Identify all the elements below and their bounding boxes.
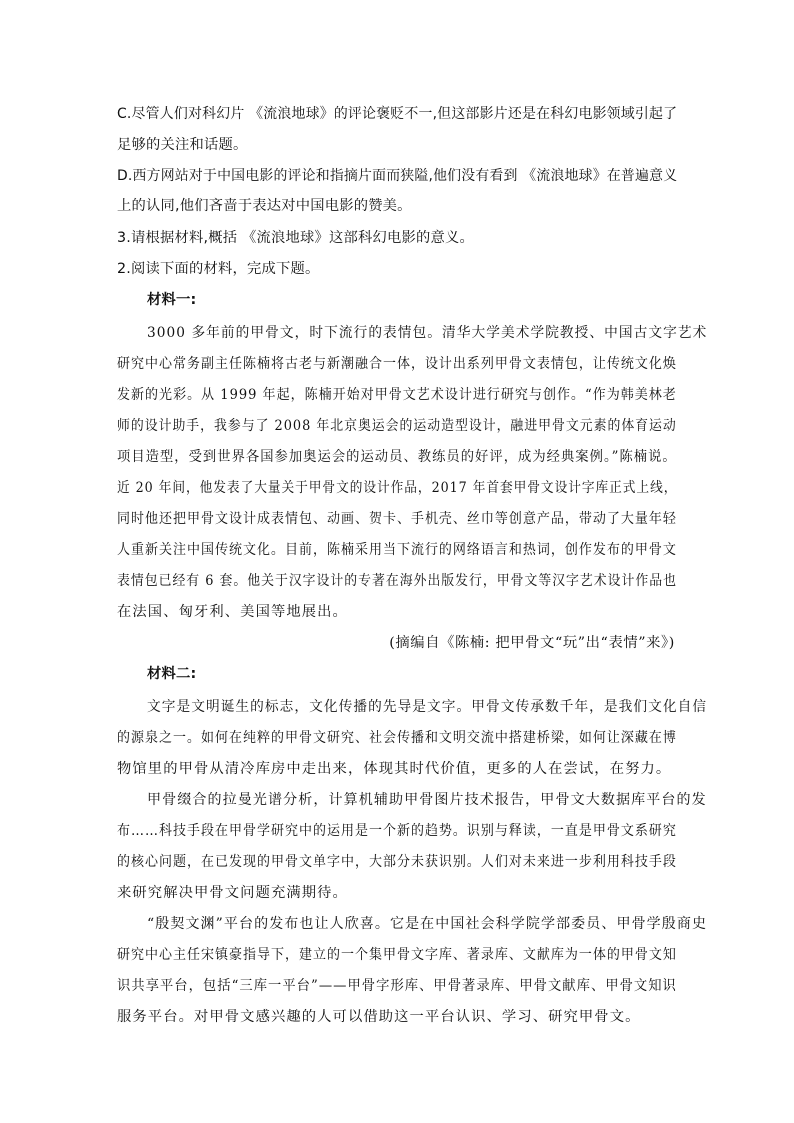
material-two-line: “殷契文渊”平台的发布也让人欣喜。它是在中国社会科学院学部委员、甲骨学殷商史 [147,916,708,932]
material-two-line: 文字是文明诞生的标志，文化传播的先导是文字。甲骨文传承数千年，是我们文化自信 [147,699,708,715]
material-two-line: 研究中心主任宋镇豪指导下，建立的一个集甲骨文字库、著录库、文献库为一体的甲骨文知 [117,947,677,963]
material-one-line: 3000 多年前的甲骨文，时下流行的表情包。清华大学美术学院教授、中国古文字艺术 [147,325,708,341]
material-two-line: 来研究解决甲骨文问题充满期待。 [117,885,348,901]
material-one-line: 师的设计助手，我参与了 2008 年北京奥运会的运动造型设计，融进甲骨文元素的体育运动 [117,418,677,434]
option-c-line-2: 足够的关注和话题。 [117,137,248,153]
material-two-line: 识共享平台，包括“三库一平台”——甲骨字形库、甲骨著录库、甲骨文献库、甲骨文知识 [117,978,677,994]
option-d-line-1: D.西方网站对于中国电影的评论和指摘片面而狭隘,他们没有看到 《流浪地球》在普遍意义 [117,168,678,184]
material-two-line: 物馆里的甲骨从清冷库房中走出来，体现其时代价值，更多的人在尝试，在努力。 [117,761,672,777]
material-one-line: 同时他还把甲骨文设计成表情包、动画、贺卡、手机壳、丝巾等创意产品，带动了大量年轻 [117,511,677,527]
material-one-heading: 材料一: [147,292,197,308]
material-one-line: 项目造型，受到世界各国参加奥运会的运动员、教练员的好评，成为经典案例。”陈楠说。 [117,449,677,465]
material-two-line: 的核心问题，在已发现的甲骨文单字中，大部分未获识别。人们对未来进一步利用科技手段 [117,854,677,870]
material-one-line: 在法国、匈牙利、美国等地展出。 [117,604,348,620]
material-two-line: 甲骨缀合的拉曼光谱分析，计算机辅助甲骨图片技术报告，甲骨文大数据库平台的发 [147,792,707,808]
material-two-line: 布……科技手段在甲骨学研究中的运用是一个新的趋势。识别与释读，一直是甲骨文系研究 [117,823,677,839]
option-c-line-1: C.尽管人们对科幻片 《流浪地球》的评论褒贬不一,但这部影片还是在科幻电影领域引起了 [117,106,678,122]
material-one-line: 近 20 年间，他发表了大量关于甲骨文的设计作品，2017 年首套甲骨文设计字库正式上线， [117,480,678,496]
question-2-intro: 2.阅读下面的材料，完成下题。 [117,261,320,277]
material-one-line: 研究中心常务副主任陈楠将古老与新潮融合一体，设计出系列甲骨文表情包，让传统文化焕 [117,356,677,372]
material-one-line: 人重新关注中国传统文化。目前，陈楠采用当下流行的网络语言和热词，创作发布的甲骨文 [117,542,677,558]
material-one-line: 表情包已经有 6 套。他关于汉字设计的专著在海外出版发行，甲骨文等汉字艺术设计作品也 [117,573,677,589]
question-3: 3.请根据材料,概括 《流浪地球》这部科幻电影的意义。 [117,230,474,246]
material-one-source: (摘编自《陈楠: 把甲骨文“玩”出“表情”来》) [389,635,675,651]
material-two-line: 的源泉之一。如何在纯粹的甲骨文研究、社会传播和文明交流中搭建桥梁，如何让深藏在博 [117,730,677,746]
material-two-line: 服务平台。对甲骨文感兴趣的人可以借助这一平台认识、学习、研究甲骨文。 [117,1009,641,1025]
material-two-heading: 材料二: [147,666,197,682]
material-one-line: 发新的光彩。从 1999 年起，陈楠开始对甲骨文艺术设计进行研究与创作。“作为韩美林老 [117,387,677,403]
option-d-line-2: 上的认同,他们吝啬于表达对中国电影的赞美。 [117,198,412,214]
